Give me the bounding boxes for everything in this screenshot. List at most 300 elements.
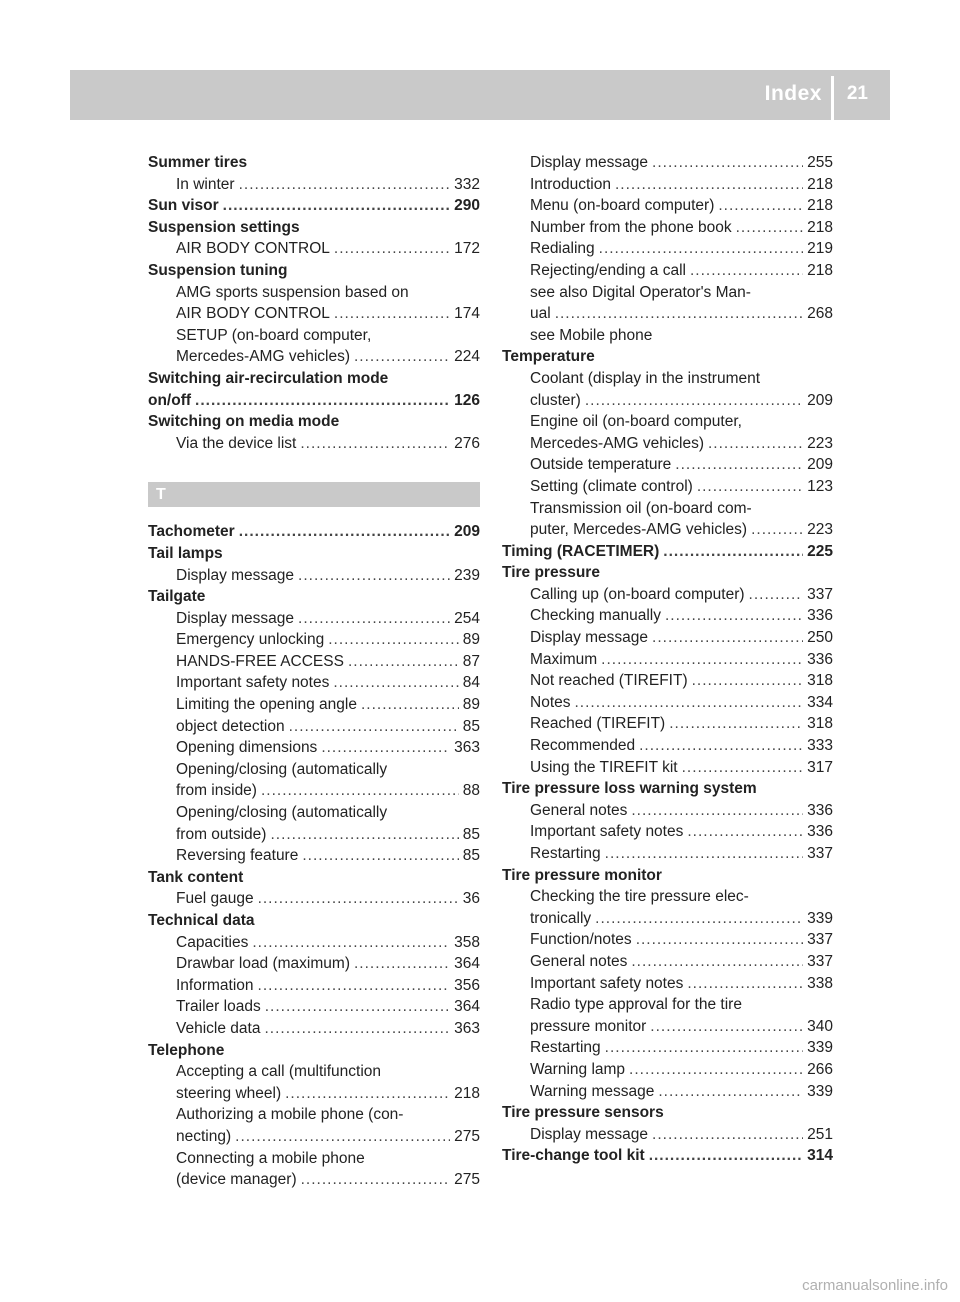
index-heading: [502, 346, 833, 368]
leader-dots: [585, 390, 803, 412]
index-heading: [502, 1102, 833, 1124]
index-subentry: [148, 282, 480, 304]
entry-text: Display message: [530, 1125, 649, 1143]
page-reference: 332: [454, 175, 480, 193]
leader-dots: [285, 1083, 450, 1105]
leader-dots: [708, 433, 803, 455]
index-heading: [502, 541, 833, 563]
page-reference: 363: [454, 1019, 480, 1037]
entry-text: Opening/closing (automatically: [176, 760, 388, 778]
index-subentry: [502, 692, 833, 714]
entry-text: AMG sports suspension based on: [176, 283, 409, 301]
index-subentry: [502, 303, 833, 325]
leader-dots: [264, 1018, 450, 1040]
leader-dots: [300, 433, 450, 455]
index-subentry: [502, 627, 833, 649]
index-subentry: [148, 1061, 480, 1083]
page-reference: 223: [807, 521, 833, 539]
index-subentry: [502, 735, 833, 757]
page-reference: 87: [462, 652, 480, 670]
page-reference: 250: [807, 629, 833, 647]
index-subentry: [148, 1083, 480, 1105]
entry-text: Trailer loads: [176, 998, 261, 1016]
page-reference: 364: [454, 998, 480, 1016]
index-subentry: [502, 886, 833, 908]
leader-dots: [649, 1145, 803, 1167]
page-reference: 337: [807, 845, 833, 862]
leader-dots: [289, 716, 459, 738]
index-subentry: [148, 824, 480, 846]
entry-text: AIR BODY CONTROL: [176, 305, 330, 323]
page-reference: 209: [807, 456, 833, 474]
index-heading: [148, 390, 480, 412]
leader-dots: [595, 908, 803, 930]
entry-text: Number from the phone book: [530, 218, 732, 236]
index-heading: [148, 586, 480, 608]
leader-dots: [239, 174, 451, 196]
index-subentry: [148, 672, 480, 694]
entry-text: Setting (climate control): [530, 477, 693, 495]
index-heading: [148, 260, 480, 282]
index-subentry: [502, 174, 833, 196]
entry-text: Telephone: [148, 1041, 225, 1059]
leader-dots: [605, 1037, 803, 1059]
page-reference: 85: [462, 717, 480, 735]
leader-dots: [301, 1169, 451, 1191]
entry-text: HANDS-FREE ACCESS: [176, 652, 344, 670]
leader-dots: [736, 217, 804, 239]
leader-dots: [665, 605, 803, 627]
index-subentry: [148, 651, 480, 673]
index-subentry: [148, 888, 480, 910]
leader-dots: [334, 238, 450, 260]
entry-text: Fuel gauge: [176, 890, 254, 908]
page-reference: 84: [462, 674, 480, 692]
index-subentry: [502, 433, 833, 455]
page-reference: 36: [462, 890, 480, 908]
leader-dots: [354, 953, 450, 975]
leader-dots: [239, 521, 450, 543]
index-subentry: [502, 908, 833, 930]
leader-dots: [639, 735, 803, 757]
entry-text: AIR BODY CONTROL: [176, 240, 330, 258]
page-reference: 89: [462, 631, 480, 649]
index-subentry: [148, 238, 480, 260]
page-reference: 336: [807, 650, 833, 668]
entry-text: Temperature: [502, 348, 595, 366]
leader-dots: [652, 1124, 803, 1146]
page-reference: 224: [454, 348, 480, 366]
page-reference: 333: [807, 737, 833, 755]
entry-text: Tire pressure loss warning system: [502, 780, 757, 798]
index-subentry: [502, 390, 833, 412]
entry-text: Emergency unlocking: [176, 631, 325, 649]
leader-dots: [631, 800, 803, 822]
leader-dots: [697, 476, 803, 498]
entry-text: Restarting: [530, 1039, 601, 1057]
entry-text: Mercedes-AMG vehicles): [530, 434, 704, 452]
entry-text: Notes: [530, 693, 571, 711]
leader-dots: [669, 713, 803, 735]
leader-dots: [555, 303, 803, 325]
leader-dots: [631, 951, 803, 973]
index-subentry: [502, 195, 833, 217]
index-subentry: [502, 1016, 833, 1038]
page-reference: 218: [807, 175, 833, 193]
entry-text: Sun visor: [148, 197, 219, 215]
leader-dots: [650, 1016, 803, 1038]
entry-text: cluster): [530, 391, 581, 409]
page-reference: 174: [454, 305, 480, 323]
page-reference: 356: [454, 976, 480, 994]
entry-text: General notes: [530, 801, 628, 819]
index-subentry: [502, 260, 833, 282]
entry-text: Display message: [530, 154, 649, 171]
entry-text: In winter: [176, 175, 235, 193]
leader-dots: [658, 1081, 803, 1103]
entry-text: see Mobile phone: [530, 326, 653, 344]
header-divider: [831, 76, 834, 120]
leader-dots: [751, 519, 803, 541]
page-reference: 218: [807, 218, 833, 236]
entry-text: on/off: [148, 391, 192, 409]
index-subentry: [148, 737, 480, 759]
index-subentry: [502, 584, 833, 606]
entry-text: Information: [176, 976, 254, 994]
page-reference: 268: [807, 305, 833, 323]
index-subentry: [148, 953, 480, 975]
leader-dots: [333, 672, 458, 694]
index-subentry: [148, 325, 480, 347]
header-bar: [70, 70, 890, 120]
index-subentry: [148, 996, 480, 1018]
leader-dots: [687, 821, 803, 843]
index-subentry: [148, 629, 480, 651]
page-reference: 334: [807, 693, 833, 711]
page-reference: 219: [807, 240, 833, 258]
entry-text: Rejecting/ending a call: [530, 261, 686, 279]
index-subentry: [148, 759, 480, 781]
page-reference: 339: [807, 1082, 833, 1100]
entry-text: Technical data: [148, 912, 255, 929]
entry-text: Display message: [176, 566, 295, 584]
entry-text: General notes: [530, 952, 628, 970]
entry-text: Switching on media mode: [148, 413, 340, 431]
page-reference: 338: [807, 974, 833, 992]
entry-text: puter, Mercedes-AMG vehicles): [530, 521, 748, 539]
entry-text: Radio type approval for the tire: [530, 996, 742, 1014]
page-reference: 337: [807, 585, 833, 603]
entry-text: Important safety notes: [176, 674, 330, 692]
index-subentry: [502, 238, 833, 260]
page-reference: 172: [454, 240, 480, 258]
index-subentry: [148, 174, 480, 196]
leader-dots: [575, 692, 804, 714]
entry-text: Via the device list: [176, 434, 297, 452]
index-subentry: [502, 282, 833, 304]
leader-dots: [605, 843, 803, 865]
index-subentry: [502, 1059, 833, 1081]
page-reference: 337: [807, 931, 833, 949]
entry-text: from inside): [176, 782, 257, 800]
leader-dots: [270, 824, 458, 846]
index-subentry: [502, 994, 833, 1016]
index-subentry: [502, 757, 833, 779]
index-heading: [148, 411, 480, 433]
entry-text: Warning lamp: [530, 1060, 626, 1078]
index-heading: [148, 910, 480, 932]
leader-dots: [652, 627, 803, 649]
index-subentry: [148, 346, 480, 368]
letter-divider-t: T: [148, 482, 480, 507]
index-group-t: [148, 521, 480, 1190]
entry-text: Suspension tuning: [148, 261, 288, 279]
entry-text: from outside): [176, 825, 267, 843]
page-reference: 123: [807, 477, 833, 495]
entry-text: Switching air-recirculation mode: [148, 369, 389, 387]
page-reference: 239: [454, 566, 480, 584]
entry-text: Checking the tire pressure elec-: [530, 888, 749, 906]
index-subentry: [148, 608, 480, 630]
leader-dots: [321, 737, 450, 759]
index-subentry: [502, 821, 833, 843]
index-subentry: [148, 975, 480, 997]
leader-dots: [601, 649, 803, 671]
leader-dots: [692, 670, 804, 692]
entry-text: Limiting the opening angle: [176, 696, 357, 714]
page-reference: 85: [462, 847, 480, 865]
entry-text: Tachometer: [148, 523, 235, 541]
page-reference: 89: [462, 696, 480, 714]
page-reference: 254: [454, 609, 480, 627]
leader-dots: [361, 694, 459, 716]
page-reference: 336: [807, 823, 833, 841]
entry-text: Capacities: [176, 933, 249, 951]
index-subentry: [502, 1037, 833, 1059]
page-reference: 336: [807, 801, 833, 819]
leader-dots: [687, 973, 803, 995]
entry-text: Checking manually: [530, 607, 661, 625]
index-heading: [148, 152, 480, 174]
entry-text: Restarting: [530, 845, 601, 862]
entry-text: Tail lamps: [148, 544, 223, 562]
entry-text: Authorizing a mobile phone (con-: [176, 1106, 404, 1124]
index-subentry: [502, 411, 833, 433]
page-reference: 317: [807, 758, 833, 776]
index-heading: [148, 368, 480, 390]
index-subentry: [148, 1169, 480, 1191]
leader-dots: [599, 238, 803, 260]
entry-text: Tire pressure sensors: [502, 1104, 664, 1122]
leader-dots: [328, 629, 459, 651]
index-subentry: [502, 973, 833, 995]
entry-text: Redialing: [530, 240, 595, 258]
page-reference: 339: [807, 909, 833, 927]
page-reference: 218: [807, 261, 833, 279]
index-subentry: [502, 454, 833, 476]
entry-text: Tailgate: [148, 588, 206, 606]
index-subentry: [502, 670, 833, 692]
leader-dots: [265, 996, 450, 1018]
index-heading: [148, 867, 480, 889]
entry-text: see also Digital Operator's Man-: [530, 283, 751, 301]
index-subentry: [502, 951, 833, 973]
index-column-right: [502, 152, 833, 1167]
index-subentry: [502, 605, 833, 627]
index-subentry: [148, 845, 480, 867]
index-heading: [502, 778, 833, 800]
entry-text: Recommended: [530, 737, 636, 755]
entry-text: Suspension settings: [148, 218, 300, 236]
leader-dots: [636, 929, 803, 951]
entry-text: Not reached (TIREFIT): [530, 672, 688, 690]
leader-dots: [615, 174, 803, 196]
entry-text: Display message: [530, 629, 649, 647]
section-title: Index: [764, 82, 822, 105]
entry-text: Transmission oil (on-board com-: [530, 499, 752, 517]
page-reference: 290: [454, 197, 480, 215]
index-column-left: [148, 152, 480, 1191]
entry-text: object detection: [176, 717, 285, 735]
page-reference: 209: [807, 391, 833, 409]
page-reference: 363: [454, 739, 480, 757]
entry-text: Introduction: [530, 175, 611, 193]
page-reference: 275: [454, 1127, 480, 1145]
entry-text: Reversing feature: [176, 847, 299, 865]
page-reference: 251: [807, 1125, 833, 1143]
index-heading: [502, 1145, 833, 1167]
index-subentry: [502, 217, 833, 239]
index-heading: [502, 562, 833, 584]
index-subentry: [148, 932, 480, 954]
entry-text: Calling up (on-board computer): [530, 585, 745, 603]
index-subentry: [502, 498, 833, 520]
index-subentry: [148, 1148, 480, 1170]
leader-dots: [348, 651, 459, 673]
entry-text: Tank content: [148, 868, 244, 886]
index-subentry: [148, 694, 480, 716]
entry-text: Accepting a call (multifunction: [176, 1063, 382, 1081]
page-reference: 337: [807, 952, 833, 970]
entry-text: Important safety notes: [530, 974, 684, 992]
index-subentry: [502, 1124, 833, 1146]
leader-dots: [298, 565, 450, 587]
entry-text: Maximum: [530, 650, 598, 668]
index-heading: [148, 1040, 480, 1062]
index-subentry: [502, 929, 833, 951]
index-subentry: [502, 649, 833, 671]
leader-dots: [223, 195, 450, 217]
entry-text: Mercedes-AMG vehicles): [176, 348, 350, 366]
page-reference: 266: [807, 1060, 833, 1078]
page-reference: 218: [807, 197, 833, 215]
page-number: 21: [846, 83, 868, 104]
leader-dots: [749, 584, 804, 606]
leader-dots: [195, 390, 450, 412]
entry-text: Opening/closing (automatically: [176, 804, 388, 822]
leader-dots: [261, 780, 459, 802]
entry-text: Timing (RACETIMER): [502, 542, 660, 560]
entry-text: ual: [530, 305, 551, 323]
page-reference: 218: [454, 1084, 480, 1102]
leader-dots: [629, 1059, 803, 1081]
entry-text: (device manager): [176, 1171, 297, 1189]
leader-dots: [663, 541, 803, 563]
entry-text: Engine oil (on-board computer,: [530, 413, 742, 431]
page-reference: 364: [454, 955, 480, 973]
entry-text: steering wheel): [176, 1084, 282, 1102]
index-subentry: [148, 565, 480, 587]
entry-text: Summer tires: [148, 154, 248, 171]
index-subentry: [502, 1081, 833, 1103]
index-subentry: [502, 152, 833, 174]
page-reference: 209: [454, 523, 480, 541]
watermark: carmanualsonline.info: [802, 1277, 948, 1294]
entry-text: Menu (on-board computer): [530, 197, 715, 215]
page-reference: 126: [454, 391, 480, 409]
leader-dots: [258, 975, 451, 997]
page-reference: 340: [807, 1017, 833, 1035]
entry-text: Tire-change tool kit: [502, 1147, 645, 1165]
leader-dots: [675, 454, 803, 476]
page-reference: 223: [807, 434, 833, 452]
index-subentry: [502, 843, 833, 865]
index-subentry: [502, 325, 833, 347]
entry-text: necting): [176, 1127, 232, 1145]
page-reference: 275: [454, 1171, 480, 1189]
index-heading: [148, 195, 480, 217]
entry-text: Drawbar load (maximum): [176, 955, 350, 973]
entry-text: Function/notes: [530, 931, 632, 949]
index-subentry: [502, 800, 833, 822]
page-reference: 255: [807, 154, 833, 171]
index-subentry: [502, 368, 833, 390]
index-heading: [148, 543, 480, 565]
index-heading: [148, 521, 480, 543]
leader-dots: [718, 195, 803, 217]
entry-text: Important safety notes: [530, 823, 684, 841]
index-subentry: [148, 1104, 480, 1126]
leader-dots: [302, 845, 458, 867]
index-subentry: [148, 780, 480, 802]
entry-text: Opening dimensions: [176, 739, 318, 757]
index-subentry: [148, 1126, 480, 1148]
entry-text: Display message: [176, 609, 295, 627]
page-reference: 339: [807, 1039, 833, 1057]
leader-dots: [235, 1126, 450, 1148]
leader-dots: [298, 608, 450, 630]
index-subentry: [502, 476, 833, 498]
index-subentry: [148, 303, 480, 325]
page-reference: 225: [807, 542, 833, 560]
page-reference: 85: [462, 825, 480, 843]
entry-text: tronically: [530, 909, 592, 927]
index-subentry: [148, 716, 480, 738]
page-reference: 314: [807, 1147, 833, 1165]
entry-text: Tire pressure: [502, 564, 600, 582]
entry-text: pressure monitor: [530, 1017, 647, 1035]
entry-text: Tire pressure monitor: [502, 866, 662, 884]
leader-dots: [252, 932, 450, 954]
entry-text: Warning message: [530, 1082, 655, 1100]
entry-text: Vehicle data: [176, 1019, 261, 1037]
entry-text: Using the TIREFIT kit: [530, 758, 678, 776]
page-reference: 276: [454, 434, 480, 452]
index-subentry: [148, 1018, 480, 1040]
leader-dots: [690, 260, 803, 282]
entry-text: Connecting a mobile phone: [176, 1149, 365, 1167]
leader-dots: [258, 888, 459, 910]
